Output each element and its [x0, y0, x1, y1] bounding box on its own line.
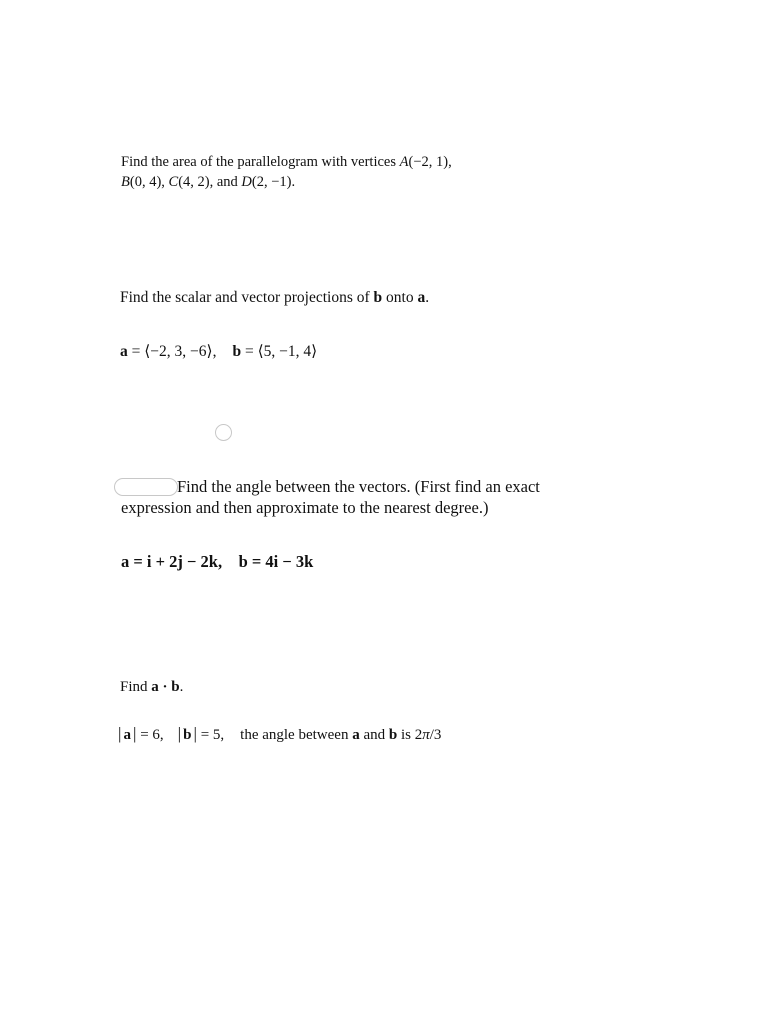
a-mag-label: a [123, 727, 131, 743]
angle-is: is 2 [397, 727, 423, 743]
vec-b-label: b [232, 343, 242, 360]
angle-tail: /3 [429, 727, 442, 743]
abs-bar-right-b: | [193, 724, 197, 743]
scan-artifact-circle [215, 424, 232, 441]
problem2-vectors [120, 344, 317, 360]
problem3-text-line2: expression and then approximate to the nearest degree.) [121, 498, 489, 517]
problem1-prefix: Find the area of the parallelogram with vertices [121, 154, 400, 170]
a-mag-value: = 6, [136, 727, 164, 743]
problem3-line1 [177, 479, 540, 496]
problem4-question [120, 680, 183, 695]
angle-a: a [352, 727, 360, 743]
problem2-a: a [417, 289, 426, 306]
abs-bar-left-a: | [118, 724, 122, 743]
vertex-a-coords: (−2, 1), [408, 154, 452, 170]
problem4-period: . [179, 679, 184, 695]
problem2-question [120, 290, 429, 306]
b-mag-value: = 5, [196, 727, 225, 743]
problem4-b: b [171, 679, 180, 695]
problem3-equation-text: a = i + 2j − 2k, b = 4i − 3k [121, 552, 314, 571]
vec-a-label: a [120, 343, 128, 360]
vec-a-value: = ⟨−2, 3, −6⟩, [127, 343, 217, 360]
b-mag-label: b [183, 727, 192, 743]
vertex-a-label: A [399, 154, 409, 170]
angle-b: b [388, 727, 398, 743]
problem3-equation [121, 554, 313, 571]
problem3-line2 [121, 500, 488, 517]
vertex-c-coords: (4, 2), and [178, 174, 242, 190]
problem2-suffix: . [425, 289, 430, 306]
problem2-middle: onto [382, 289, 418, 306]
pi-symbol: π [422, 727, 430, 743]
vertex-c-label: C [168, 174, 179, 190]
problem4-given [118, 725, 441, 743]
vec-b-value: = ⟨5, −1, 4⟩ [241, 343, 318, 360]
vertex-b-coords: (0, 4), [129, 174, 169, 190]
abs-bar-right-a: | [132, 724, 137, 743]
problem2-prefix: Find the scalar and vector projections of [120, 289, 374, 306]
problem4-find: Find [120, 679, 152, 695]
vertex-b-label: B [121, 174, 130, 190]
problem1-line1 [121, 155, 452, 170]
angle-and: and [359, 727, 389, 743]
problem2-b: b [373, 289, 383, 306]
abs-bar-left-b: | [177, 724, 182, 743]
problem4-dot: · [158, 679, 172, 695]
problem1-line2 [121, 175, 295, 190]
vertex-d-label: D [241, 174, 252, 190]
problem3-text-line1: Find the angle between the vectors. (First find an exact [177, 477, 540, 496]
angle-text: the angle between [240, 727, 353, 743]
vertex-d-coords: (2, −1). [251, 174, 296, 190]
scan-artifact-pill [114, 478, 178, 496]
problem4-a: a [151, 679, 159, 695]
